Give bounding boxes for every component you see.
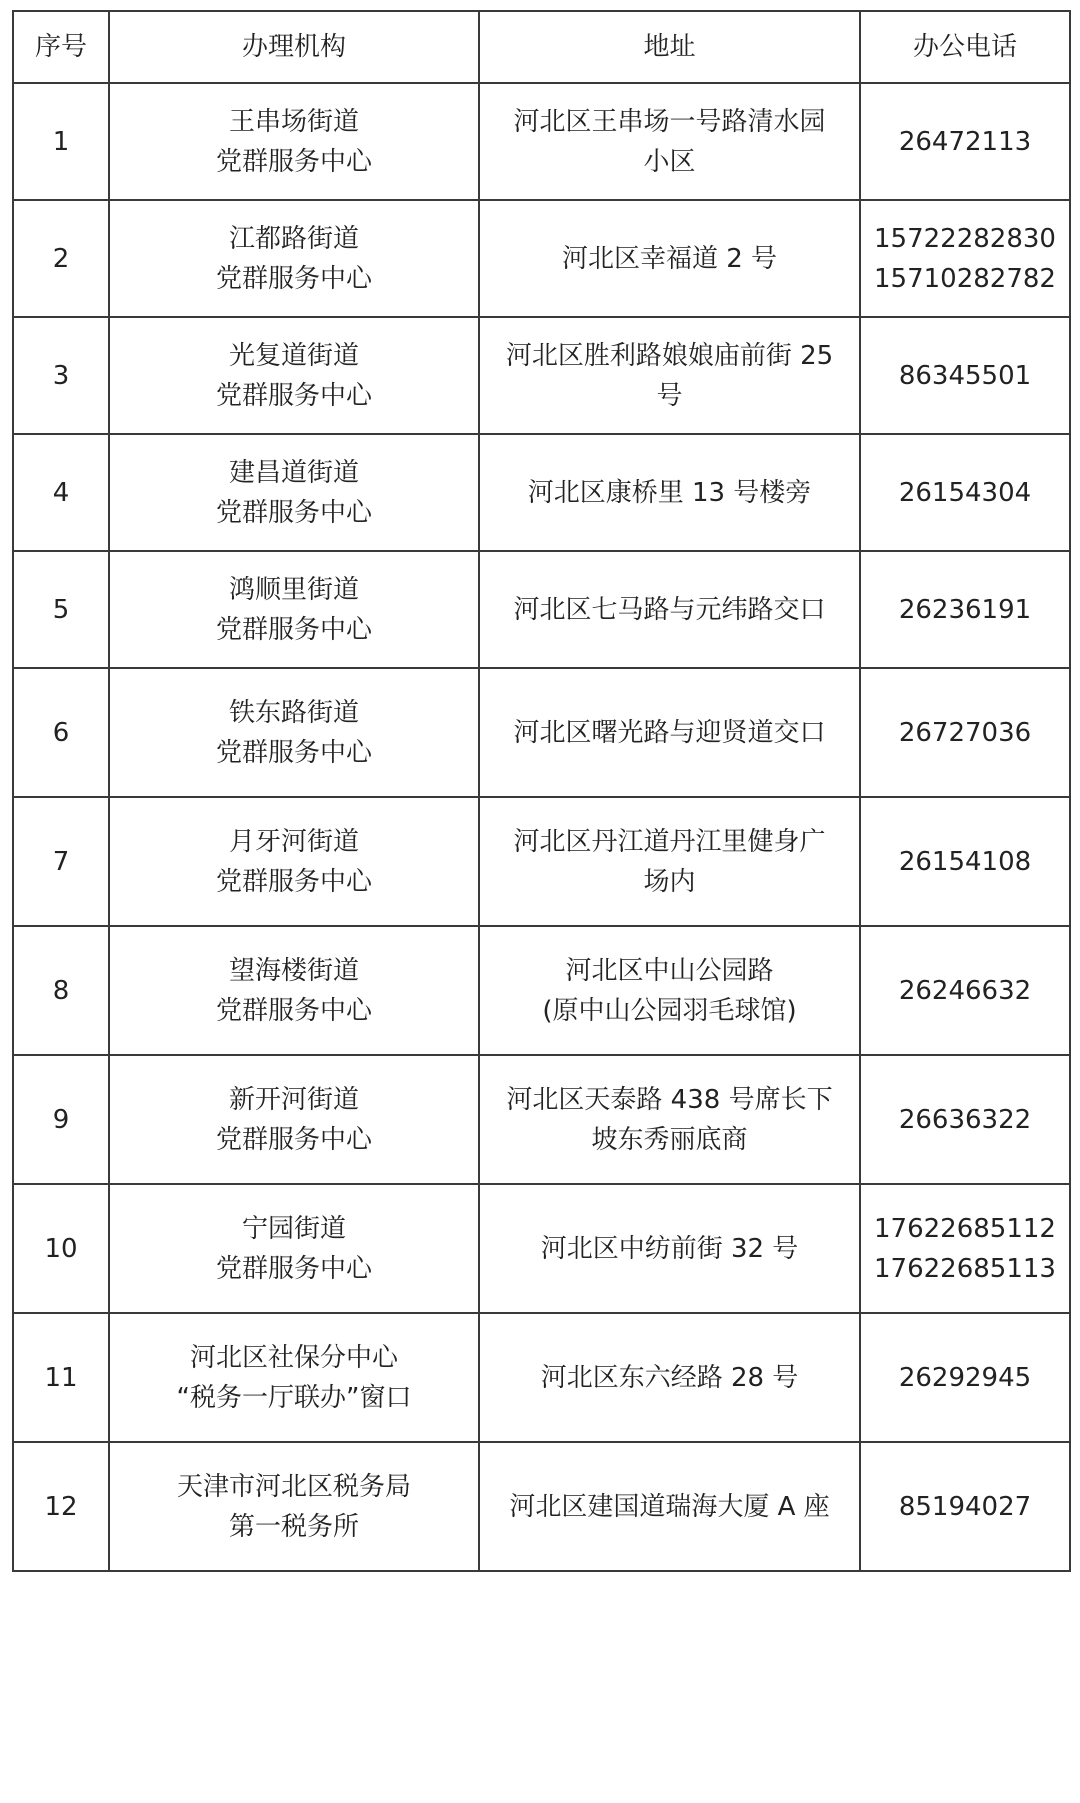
address-line: 河北区丹江道丹江里健身广 [513, 826, 826, 857]
table-row [13, 1313, 1070, 1442]
phone-line: 26236191 [898, 594, 1032, 625]
phone-line: 85194027 [898, 1491, 1032, 1522]
cell-organization [109, 200, 479, 317]
table-row [13, 83, 1070, 200]
address-line: (原中山公园羽毛球馆) [542, 995, 797, 1026]
organization-line: 党群服务中心 [215, 497, 372, 528]
organization-line: 党群服务中心 [215, 737, 372, 768]
cell-address [479, 668, 860, 797]
address-line: 河北区康桥里 13 号楼旁 [527, 477, 812, 508]
table-row [13, 434, 1070, 551]
cell-phone [860, 83, 1070, 200]
cell-phone [860, 926, 1070, 1055]
cell-address [479, 551, 860, 668]
cell-address [479, 200, 860, 317]
address-line: 号 [656, 380, 683, 411]
cell-index: 3 [13, 317, 109, 434]
table-header [13, 11, 1070, 83]
cell-index: 7 [13, 797, 109, 926]
phone-line: 26292945 [898, 1362, 1032, 1393]
cell-index: 1 [13, 83, 109, 200]
table-row [13, 1184, 1070, 1313]
cell-organization [109, 551, 479, 668]
address-line: 河北区中纺前街 32 号 [540, 1233, 799, 1264]
address-line: 河北区幸福道 2 号 [561, 243, 778, 274]
phone-line: 26727036 [898, 717, 1032, 748]
organization-line: 党群服务中心 [215, 1253, 372, 1284]
organization-line: 新开河街道 [228, 1084, 359, 1115]
cell-address [479, 1184, 860, 1313]
cell-index: 5 [13, 551, 109, 668]
address-line: 河北区王串场一号路清水园 [513, 106, 826, 137]
table-row [13, 668, 1070, 797]
organization-line: 党群服务中心 [215, 995, 372, 1026]
organization-line: 铁东路街道 [228, 697, 359, 728]
cell-organization [109, 1442, 479, 1571]
organization-line: 党群服务中心 [215, 263, 372, 294]
cell-organization [109, 797, 479, 926]
cell-address [479, 1055, 860, 1184]
organization-line: 光复道街道 [228, 340, 359, 371]
cell-phone [860, 317, 1070, 434]
organization-line: 鸿顺里街道 [228, 574, 359, 605]
organization-line: 建昌道街道 [228, 457, 359, 488]
table-row [13, 551, 1070, 668]
cell-index: 10 [13, 1184, 109, 1313]
cell-index: 6 [13, 668, 109, 797]
cell-address [479, 1313, 860, 1442]
organization-line: 江都路街道 [228, 223, 359, 254]
cell-address [479, 797, 860, 926]
table-row [13, 926, 1070, 1055]
cell-phone [860, 1442, 1070, 1571]
cell-phone [860, 434, 1070, 551]
cell-organization [109, 1184, 479, 1313]
cell-index: 11 [13, 1313, 109, 1442]
address-line: 小区 [643, 146, 696, 177]
cell-phone [860, 200, 1070, 317]
organization-line: 宁园街道 [241, 1213, 346, 1244]
cell-phone [860, 1055, 1070, 1184]
address-line: 坡东秀丽底商 [591, 1124, 748, 1155]
address-line: 河北区曙光路与迎贤道交口 [513, 717, 826, 748]
cell-index: 9 [13, 1055, 109, 1184]
phone-line: 26246632 [898, 975, 1032, 1006]
cell-organization [109, 83, 479, 200]
cell-index: 2 [13, 200, 109, 317]
header-cell-organization: 办理机构 [109, 11, 479, 83]
header-cell-phone: 办公电话 [860, 11, 1070, 83]
table-row [13, 317, 1070, 434]
organization-line: 党群服务中心 [215, 866, 372, 897]
cell-phone [860, 1313, 1070, 1442]
address-line: 河北区胜利路娘娘庙前街 25 [505, 340, 834, 371]
service-directory-table [12, 10, 1071, 1572]
cell-organization [109, 1313, 479, 1442]
cell-address [479, 317, 860, 434]
cell-organization [109, 668, 479, 797]
phone-line: 17622685112 [874, 1213, 1056, 1244]
cell-address [479, 1442, 860, 1571]
address-line: 河北区天泰路 438 号席长下 [506, 1084, 833, 1115]
cell-organization [109, 1055, 479, 1184]
address-line: 河北区中山公园路 [565, 955, 774, 986]
organization-line: “税务一厅联办”窗口 [176, 1382, 412, 1413]
service-directory-sheet [12, 10, 1069, 1572]
cell-index: 4 [13, 434, 109, 551]
cell-organization [109, 926, 479, 1055]
organization-line: 月牙河街道 [228, 826, 359, 857]
phone-line: 86345501 [898, 360, 1032, 391]
organization-line: 党群服务中心 [215, 1124, 372, 1155]
table-row [13, 1442, 1070, 1571]
table-row [13, 200, 1070, 317]
table-row [13, 1055, 1070, 1184]
address-line: 河北区东六经路 28 号 [540, 1362, 799, 1393]
address-line: 河北区七马路与元纬路交口 [513, 594, 826, 625]
cell-organization [109, 317, 479, 434]
address-line: 场内 [643, 866, 696, 897]
organization-line: 党群服务中心 [215, 380, 372, 411]
organization-line: 王串场街道 [228, 106, 359, 137]
header-cell-address: 地址 [479, 11, 860, 83]
cell-phone [860, 797, 1070, 926]
cell-organization [109, 434, 479, 551]
header-cell-index: 序号 [13, 11, 109, 83]
organization-line: 河北区社保分中心 [189, 1342, 398, 1373]
phone-line: 15722282830 [874, 223, 1056, 254]
organization-line: 天津市河北区税务局 [176, 1471, 411, 1502]
organization-line: 第一税务所 [228, 1511, 359, 1542]
cell-address [479, 926, 860, 1055]
phone-line: 15710282782 [874, 263, 1056, 294]
phone-line: 26154108 [898, 846, 1032, 877]
organization-line: 党群服务中心 [215, 146, 372, 177]
table-row [13, 797, 1070, 926]
cell-index: 8 [13, 926, 109, 1055]
phone-line: 26636322 [898, 1104, 1032, 1135]
organization-line: 党群服务中心 [215, 614, 372, 645]
cell-phone [860, 668, 1070, 797]
cell-phone [860, 1184, 1070, 1313]
organization-line: 望海楼街道 [228, 955, 359, 986]
phone-line: 26154304 [898, 477, 1032, 508]
address-line: 河北区建国道瑞海大厦 A 座 [509, 1491, 830, 1522]
phone-line: 26472113 [898, 126, 1032, 157]
table-body [13, 83, 1070, 1571]
phone-line: 17622685113 [874, 1253, 1056, 1284]
cell-address [479, 83, 860, 200]
cell-index: 12 [13, 1442, 109, 1571]
header-row [13, 11, 1070, 83]
cell-address [479, 434, 860, 551]
cell-phone [860, 551, 1070, 668]
